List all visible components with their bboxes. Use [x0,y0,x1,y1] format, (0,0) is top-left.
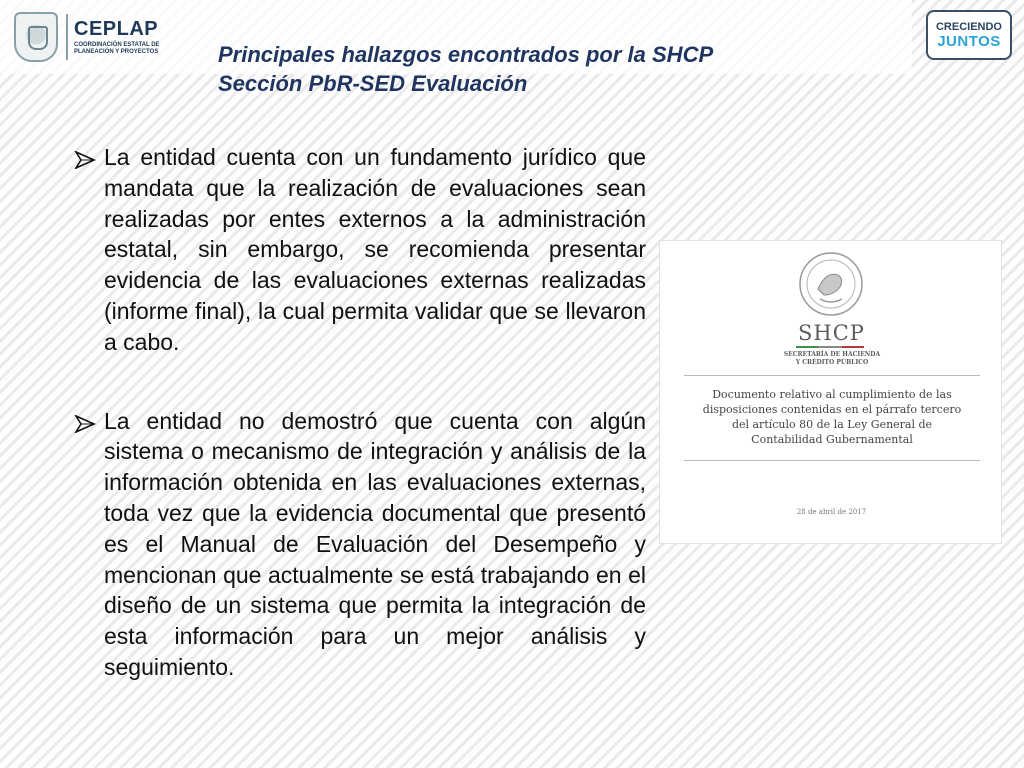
slide-title [218,40,713,98]
ceplap-logo [14,8,174,66]
document-agency-subtitle-line-2: Y CRÉDITO PÚBLICO [795,359,869,366]
creciendo-juntos-logo [926,10,1012,60]
slide-content [74,142,646,683]
mexico-emblem-icon [796,249,866,319]
slide-title-line-1: Principales hallazgos encontrados por la SHCP [218,42,714,67]
document-title: Documento relativo al cumplimiento de las disposiciones contenidas en el párrafo tercero del artículo 80 de la Ley General de Contabilidad Gubernamental [702,388,962,446]
ceplap-wordmark [74,18,166,56]
document-agency-subtitle [764,351,900,367]
bullet-text-2: La entidad no demostró que cuenta con algún sistema o mecanismo de integración y análisis de la información obtenida en las evaluaciones externas, toda vez que la evidencia documental que presentó es el Manual de Evaluación del Desempeño y mencionan que actualmente se está trabajando en el diseño de un sistema que permita la integración de esta información para un mejor análisis y seguimiento. [104,407,646,680]
bullet-item-2 [74,406,646,683]
logo-divider [66,14,68,60]
creciendo-logo-line-1: CRECIENDO [935,20,1002,33]
ceplap-subtitle: COORDINACIÓN ESTATAL DE PLANEACIÓN Y PROYECTOS [74,42,160,55]
arrow-bullet-icon [74,415,96,433]
state-seal-icon [14,12,58,62]
arrow-bullet-icon [74,151,96,169]
document-date: 28 de abril de 2017 [796,508,867,516]
bullet-item-1 [74,142,646,358]
document-agency-subtitle-line-1: SECRETARÍA DE HACIENDA [783,351,881,358]
document-rule-bottom [684,460,980,461]
slide-header [0,0,1024,96]
document-rule-top [684,375,980,376]
document-agency-rule [796,346,864,348]
bullet-text-1: La entidad cuenta con un fundamento jurídico que mandata que la realización de evaluaciones sean realizadas por entes externos a la administración estatal, sin embargo, se recomienda presentar evidencia de las evaluaciones externas realizadas (informe final), la cual permita validar que se llevaron a cabo. [104,144,646,355]
shcp-document-cover [659,240,1002,544]
document-agency-name: SHCP [798,321,865,345]
ceplap-name: CEPLAP [74,18,159,40]
slide-title-line-2: Sección PbR-SED Evaluación [218,71,528,96]
creciendo-logo-line-2: JUNTOS [937,32,1001,50]
